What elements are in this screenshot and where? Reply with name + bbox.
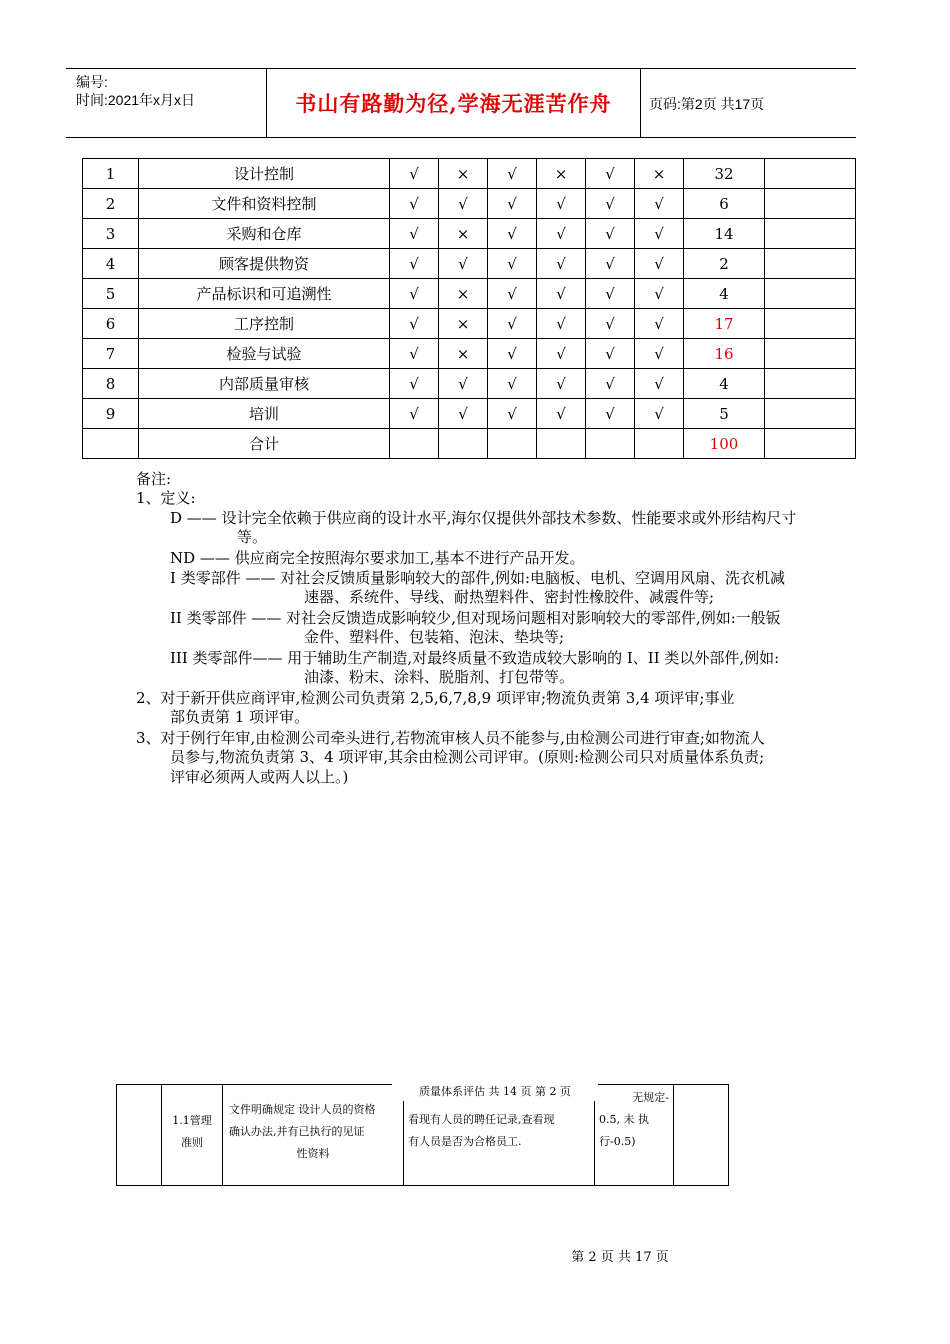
page-header (66, 68, 856, 138)
def-class1-line-1: I 类零部件 —— 对社会反馈质量影响较大的部件,例如:电脑板、电机、空调用风扇、洗衣机减 (170, 569, 786, 587)
row-item-name: 培训 (139, 399, 390, 429)
total-row-number (83, 429, 139, 459)
row-mark: √ (439, 249, 488, 279)
total-row (83, 429, 856, 459)
row-mark: × (439, 219, 488, 249)
header-middle-cell (267, 69, 641, 137)
table-row (83, 399, 856, 429)
row-mark: √ (586, 399, 635, 429)
row-mark: √ (390, 189, 439, 219)
fragment-cell-b (162, 1085, 223, 1186)
notes-title: 备注: (136, 470, 172, 488)
table-row (83, 339, 856, 369)
row-mark: √ (488, 399, 537, 429)
row-mark: √ (390, 249, 439, 279)
row-mark: √ (635, 309, 684, 339)
def-class1-line-2: 速器、系统件、导线、耐热塑料件、密封性橡胶件、减震件等; (304, 588, 715, 606)
row-score: 6 (684, 189, 765, 219)
row-item-name: 顾客提供物资 (139, 249, 390, 279)
fragment-b-line-1: 1.1管理 (172, 1114, 212, 1127)
code-label: 编号: (76, 74, 108, 90)
row-item-name: 采购和仓库 (139, 219, 390, 249)
row-mark: √ (586, 159, 635, 189)
total-mark-blank (439, 429, 488, 459)
row-mark: √ (586, 219, 635, 249)
total-mark-blank (635, 429, 684, 459)
row-mark: √ (635, 339, 684, 369)
row-mark: √ (537, 339, 586, 369)
header-right-cell (641, 69, 856, 137)
row-score: 4 (684, 369, 765, 399)
row-mark: √ (635, 189, 684, 219)
time-label: 时间:2021年x月x日 (76, 92, 196, 108)
row-item-name: 产品标识和可追溯性 (139, 279, 390, 309)
notes-item-3-line-2: 员参与,物流负责第 3、4 项评审,其余由检测公司评审。(原则:检测公司只对质量体系负责; (170, 748, 765, 766)
row-mark: √ (537, 399, 586, 429)
row-number: 2 (83, 189, 139, 219)
def-d-line-2: 等。 (237, 528, 268, 546)
row-mark: √ (537, 309, 586, 339)
notes-item-2-line-2: 部负责第 1 项评审。 (170, 708, 310, 726)
row-mark: √ (586, 369, 635, 399)
row-mark: √ (390, 399, 439, 429)
row-number: 9 (83, 399, 139, 429)
row-mark: √ (635, 279, 684, 309)
table-row (83, 309, 856, 339)
row-mark: √ (390, 219, 439, 249)
row-mark: √ (635, 249, 684, 279)
row-mark: √ (488, 219, 537, 249)
table-row (83, 249, 856, 279)
row-blank (765, 369, 856, 399)
row-mark: √ (439, 369, 488, 399)
total-mark-blank (488, 429, 537, 459)
row-mark: × (635, 159, 684, 189)
fragment-c-line-1: 文件明确规定 设计人员的资格 (229, 1103, 376, 1116)
row-score: 5 (684, 399, 765, 429)
fragment-c-line-2: 确认办法,并有已执行的见证 (229, 1125, 365, 1138)
row-score: 17 (684, 309, 765, 339)
row-mark: √ (488, 279, 537, 309)
row-mark: √ (586, 249, 635, 279)
row-mark: √ (586, 309, 635, 339)
row-mark: × (439, 279, 488, 309)
evaluation-table (82, 158, 856, 459)
total-mark-blank (537, 429, 586, 459)
fragment-cell-c (223, 1085, 404, 1186)
row-number: 8 (83, 369, 139, 399)
row-number: 5 (83, 279, 139, 309)
row-mark: √ (390, 309, 439, 339)
row-score: 32 (684, 159, 765, 189)
row-mark: √ (390, 369, 439, 399)
fragment-cell-a (117, 1085, 162, 1186)
row-blank (765, 189, 856, 219)
row-blank (765, 279, 856, 309)
row-item-name: 内部质量审核 (139, 369, 390, 399)
total-blank (765, 429, 856, 459)
row-blank (765, 249, 856, 279)
fragment-d-line-1: 看现有人员的聘任记录,查看现 (408, 1113, 555, 1126)
row-mark: × (439, 339, 488, 369)
row-mark: √ (635, 369, 684, 399)
row-blank (765, 399, 856, 429)
row-blank (765, 219, 856, 249)
row-mark: √ (537, 219, 586, 249)
row-score: 14 (684, 219, 765, 249)
fragment-e-line-3: 行-0.5) (599, 1135, 636, 1148)
def-class2-line-2: 金件、塑料件、包装箱、泡沫、垫块等; (304, 628, 565, 646)
total-label: 合计 (139, 429, 390, 459)
row-mark: × (537, 159, 586, 189)
def-class2-line-1: II 类零部件 —— 对社会反馈造成影响较少,但对现场问题相对影响较大的零部件,例如:一般钣 (170, 609, 781, 627)
notes-item-2-line-1: 2、对于新开供应商评审,检测公司负责第 2,5,6,7,8,9 项评审;物流负责第 3,4 项评审;事业 (136, 689, 735, 707)
header-left-cell (66, 69, 267, 137)
fragment-e-line-2: 0.5, 未 执 (599, 1113, 649, 1126)
row-score: 16 (684, 339, 765, 369)
row-mark: √ (488, 369, 537, 399)
row-mark: √ (488, 159, 537, 189)
table-row (83, 159, 856, 189)
def-class3-line-1: III 类零部件—— 用于辅助生产制造,对最终质量不致造成较大影响的 I、II 类以外部件,例如: (170, 649, 780, 667)
row-mark: × (439, 159, 488, 189)
row-mark: √ (537, 279, 586, 309)
row-mark: √ (586, 279, 635, 309)
fragment-d-line-2: 有人员是否为合格员工. (408, 1135, 522, 1148)
row-number: 3 (83, 219, 139, 249)
def-class3-line-2: 油漆、粉末、涂料、脱脂剂、打包带等。 (304, 668, 575, 686)
total-score: 100 (684, 429, 765, 459)
row-mark: √ (635, 219, 684, 249)
fragment-e-line-1: 无规定- (632, 1091, 669, 1104)
table-row (83, 369, 856, 399)
row-mark: √ (586, 339, 635, 369)
row-number: 1 (83, 159, 139, 189)
row-mark: √ (635, 399, 684, 429)
row-item-name: 设计控制 (139, 159, 390, 189)
row-mark: √ (439, 399, 488, 429)
row-mark: √ (537, 249, 586, 279)
row-mark: √ (488, 189, 537, 219)
def-d-line-1: D —— 设计完全依赖于供应商的设计水平,海尔仅提供外部技术参数、性能要求或外形结构尺寸 (170, 509, 797, 527)
row-mark: × (439, 309, 488, 339)
row-mark: √ (537, 189, 586, 219)
row-item-name: 文件和资料控制 (139, 189, 390, 219)
notes-item-1: 1、定义: (136, 489, 196, 507)
fragment-overlay-header: 质量体系评估 共 14 页 第 2 页 (392, 1083, 598, 1101)
row-mark: √ (586, 189, 635, 219)
row-mark: √ (390, 279, 439, 309)
table-row (83, 189, 856, 219)
fragment-b-line-2: 准则 (181, 1136, 203, 1149)
row-mark: √ (537, 369, 586, 399)
motto: 书山有路勤为径,学海无涯苦作舟 (295, 91, 612, 116)
row-item-name: 检验与试验 (139, 339, 390, 369)
fragment-cell-f (674, 1085, 729, 1186)
row-blank (765, 339, 856, 369)
table-row (83, 219, 856, 249)
row-blank (765, 159, 856, 189)
row-mark: √ (488, 339, 537, 369)
row-score: 4 (684, 279, 765, 309)
table-row (83, 279, 856, 309)
notes-item-3-line-3: 评审必须两人或两人以上。) (170, 768, 349, 786)
row-mark: √ (488, 249, 537, 279)
row-number: 6 (83, 309, 139, 339)
total-mark-blank (586, 429, 635, 459)
def-nd-line: ND —— 供应商完全按照海尔要求加工,基本不进行产品开发。 (170, 549, 585, 567)
row-mark: √ (488, 309, 537, 339)
page-number-label: 页码:第2页 共17页 (649, 96, 765, 112)
fragment-cell-e (595, 1085, 674, 1186)
row-mark: √ (390, 339, 439, 369)
row-mark: √ (390, 159, 439, 189)
row-number: 7 (83, 339, 139, 369)
row-item-name: 工序控制 (139, 309, 390, 339)
page-footer: 第 2 页 共 17 页 (571, 1250, 669, 1265)
total-mark-blank (390, 429, 439, 459)
row-number: 4 (83, 249, 139, 279)
fragment-c-line-3: 性资料 (296, 1147, 330, 1160)
row-blank (765, 309, 856, 339)
notes-item-3-line-1: 3、对于例行年审,由检测公司牵头进行,若物流审核人员不能参与,由检测公司进行审查;如物流人 (136, 729, 765, 747)
row-mark: √ (439, 189, 488, 219)
row-score: 2 (684, 249, 765, 279)
